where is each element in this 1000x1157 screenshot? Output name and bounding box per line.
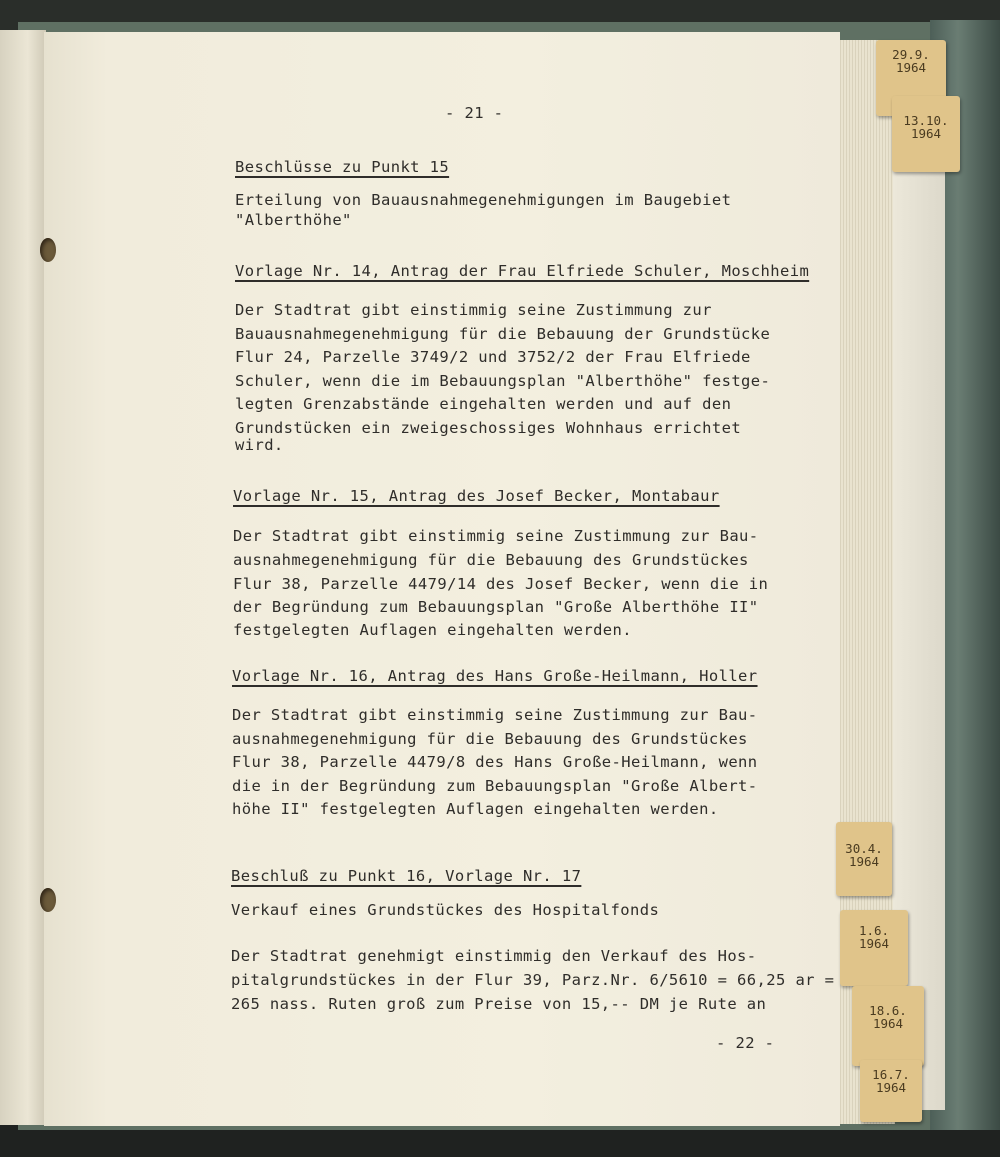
index-tab[interactable] [836, 822, 892, 896]
tab-year: 1964 [848, 854, 880, 869]
tab-date: 16.7. [872, 1067, 910, 1082]
tab-year: 1964 [910, 126, 942, 141]
vorlage-16-heading: Vorlage Nr. 16, Antrag des Hans Große-Heilmann, Holler [232, 667, 758, 685]
paragraph-line: festgelegten Auflagen eingehalten werden. [233, 621, 633, 639]
binding-hole [40, 238, 56, 262]
section-title-line: "Alberthöhe" [235, 211, 352, 229]
beschluss-16-heading: Beschluß zu Punkt 16, Vorlage Nr. 17 [231, 867, 582, 885]
paragraph-line: legten Grenzabstände eingehalten werden und auf den [235, 395, 732, 413]
paragraph-line: Flur 38, Parzelle 4479/8 des Hans Große-Heilmann, wenn [232, 753, 758, 771]
tab-date: 18.6. [869, 1003, 907, 1018]
paragraph-line: 265 nass. Ruten groß zum Preise von 15,-- DM je Rute an [231, 995, 767, 1013]
paragraph-line: Grundstücken ein zweigeschossiges Wohnhaus errichtet [235, 419, 742, 437]
vorlage-15-heading: Vorlage Nr. 15, Antrag des Josef Becker, Montabaur [233, 487, 720, 505]
index-tab[interactable] [852, 986, 924, 1066]
tab-date: 30.4. [845, 841, 883, 856]
section-heading: Beschlüsse zu Punkt 15 [235, 158, 450, 176]
paragraph-line: Flur 24, Parzelle 3749/2 und 3752/2 der Frau Elfriede [235, 348, 751, 366]
tab-year: 1964 [895, 60, 927, 75]
paragraph-line: Der Stadtrat gibt einstimmig seine Zustimmung zur Bau- [232, 706, 758, 724]
paragraph-line: Bauausnahmegenehmigung für die Bebauung der Grundstücke [235, 325, 771, 343]
paragraph-line: Flur 38, Parzelle 4479/14 des Josef Becker, wenn die in [233, 575, 769, 593]
tab-year: 1964 [858, 936, 890, 951]
page-number-top: - 21 - [445, 104, 504, 122]
paragraph-line: Der Stadtrat genehmigt einstimmig den Verkauf des Hos- [231, 947, 757, 965]
paragraph-line: Der Stadtrat gibt einstimmig seine Zustimmung zur [235, 301, 712, 319]
paragraph-line: pitalgrundstückes in der Flur 39, Parz.Nr. 6/5610 = 66,25 ar = [231, 971, 835, 989]
page-number-bottom: - 22 - [716, 1034, 775, 1052]
tab-date: 13.10. [903, 113, 949, 128]
index-tab[interactable] [892, 96, 960, 172]
paragraph-line: Schuler, wenn die im Bebauungsplan "Alberthöhe" festge- [235, 372, 771, 390]
vorlage-14-heading: Vorlage Nr. 14, Antrag der Frau Elfriede Schuler, Moschheim [235, 262, 810, 280]
paragraph-line: die in der Begründung zum Bebauungsplan "Große Albert- [232, 777, 758, 795]
section-title-line: Erteilung von Bauausnahmegenehmigungen im Baugebiet [235, 191, 732, 209]
tab-date: 29.9. [892, 47, 930, 62]
index-tab[interactable] [840, 910, 908, 986]
paragraph-line: wird. [235, 436, 284, 454]
tab-year: 1964 [875, 1080, 907, 1095]
paragraph-line: der Begründung zum Bebauungsplan "Große Alberthöhe II" [233, 598, 759, 616]
paragraph-line: ausnahmegenehmigung für die Bebauung des Grundstückes [232, 730, 748, 748]
section-subtitle: Verkauf eines Grundstückes des Hospitalfonds [231, 901, 660, 919]
paragraph-line: Der Stadtrat gibt einstimmig seine Zustimmung zur Bau- [233, 527, 759, 545]
tab-date: 1.6. [858, 923, 890, 938]
binding-hole [40, 888, 56, 912]
left-page-edge [0, 30, 46, 1125]
index-tab[interactable] [860, 1060, 922, 1122]
paragraph-line: ausnahmegenehmigung für die Bebauung des Grundstückes [233, 551, 749, 569]
tab-year: 1964 [872, 1016, 904, 1031]
paragraph-line: höhe II" festgelegten Auflagen eingehalten werden. [232, 800, 719, 818]
